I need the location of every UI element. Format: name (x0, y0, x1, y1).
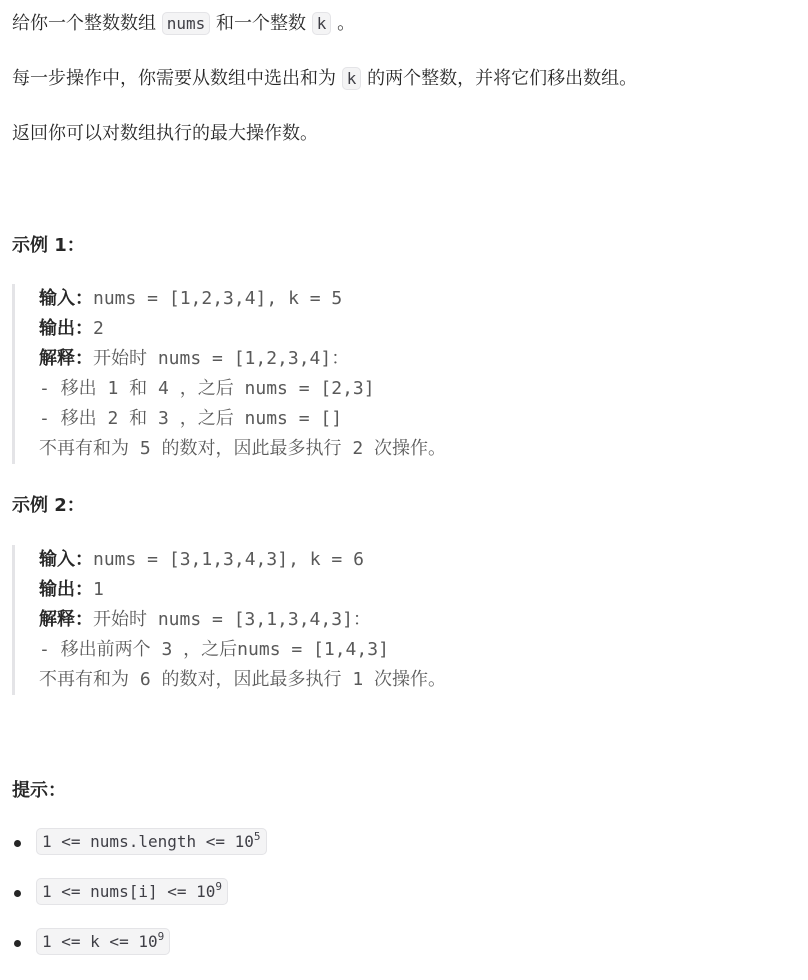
example-2-explain-line (39, 635, 779, 665)
intro-paragraph-2 (12, 65, 637, 93)
input-value: nums = [1,2,3,4], k = 5 (93, 288, 343, 309)
example-2-input (39, 545, 779, 575)
bullet-icon (14, 840, 21, 847)
input-label: 输入： (39, 288, 93, 309)
inline-code-k: k (342, 67, 362, 90)
constraint-exponent: 5 (253, 830, 261, 843)
constraints-list (12, 830, 267, 980)
example-1-explain (39, 344, 779, 374)
constraint-item (12, 930, 267, 980)
explain-line: - 移出 1 和 4 ，之后 nums = [2,3] (39, 378, 375, 399)
intro-text: 。 (331, 13, 356, 34)
input-label: 输入： (39, 549, 93, 570)
explain-line: 开始时 nums = [1,2,3,4]： (93, 348, 350, 369)
constraint-item (12, 880, 267, 930)
constraint-item (12, 830, 267, 880)
intro-text: 的两个整数，并将它们移出数组。 (361, 68, 638, 89)
bullet-icon (14, 890, 21, 897)
constraint-text: 1 <= k <= 10 (42, 932, 158, 951)
example-2-explain (39, 605, 779, 635)
explain-line: 开始时 nums = [3,1,3,4,3]： (93, 609, 371, 630)
output-label: 输出： (39, 579, 93, 600)
intro-text: 给你一个整数数组 (12, 13, 162, 34)
bullet-icon (14, 940, 21, 947)
constraint-text: 1 <= nums[i] <= 10 (42, 882, 216, 901)
example-1-explain-line (39, 434, 779, 464)
example-1-title: 示例 1： (12, 235, 85, 256)
constraint-exponent: 9 (157, 930, 165, 943)
constraint-exponent: 9 (215, 880, 223, 893)
explain-line: - 移出前两个 3 ，之后nums = [1,4,3] (39, 639, 389, 660)
explain-line: 不再有和为 5 的数对，因此最多执行 2 次操作。 (39, 438, 447, 459)
output-value: 1 (93, 579, 104, 600)
example-2-output (39, 575, 779, 605)
constraint-code (36, 828, 267, 855)
constraints-title: 提示： (12, 780, 66, 801)
example-1-explain-line (39, 404, 779, 434)
constraint-code (36, 878, 228, 905)
inline-code-nums: nums (162, 12, 211, 35)
intro-text: 和一个整数 (210, 13, 312, 34)
intro-text: 每一步操作中，你需要从数组中选出和为 (12, 68, 342, 89)
explain-line: - 移出 2 和 3 ，之后 nums = [] (39, 408, 343, 429)
example-1-explain-line (39, 374, 779, 404)
example-1-block (12, 284, 779, 464)
example-1-input (39, 284, 779, 314)
input-value: nums = [3,1,3,4,3], k = 6 (93, 549, 364, 570)
output-value: 2 (93, 318, 104, 339)
example-1-output (39, 314, 779, 344)
constraint-text: 1 <= nums.length <= 10 (42, 832, 254, 851)
explain-label: 解释： (39, 348, 93, 369)
output-label: 输出： (39, 318, 93, 339)
intro-paragraph-3: 返回你可以对数组执行的最大操作数。 (12, 123, 318, 144)
example-2-block (12, 545, 779, 695)
inline-code-k: k (312, 12, 332, 35)
example-2-explain-line (39, 665, 779, 695)
intro-paragraph-1 (12, 10, 355, 38)
explain-line: 不再有和为 6 的数对，因此最多执行 1 次操作。 (39, 669, 447, 690)
constraint-code (36, 928, 170, 955)
explain-label: 解释： (39, 609, 93, 630)
example-2-title: 示例 2： (12, 495, 85, 516)
